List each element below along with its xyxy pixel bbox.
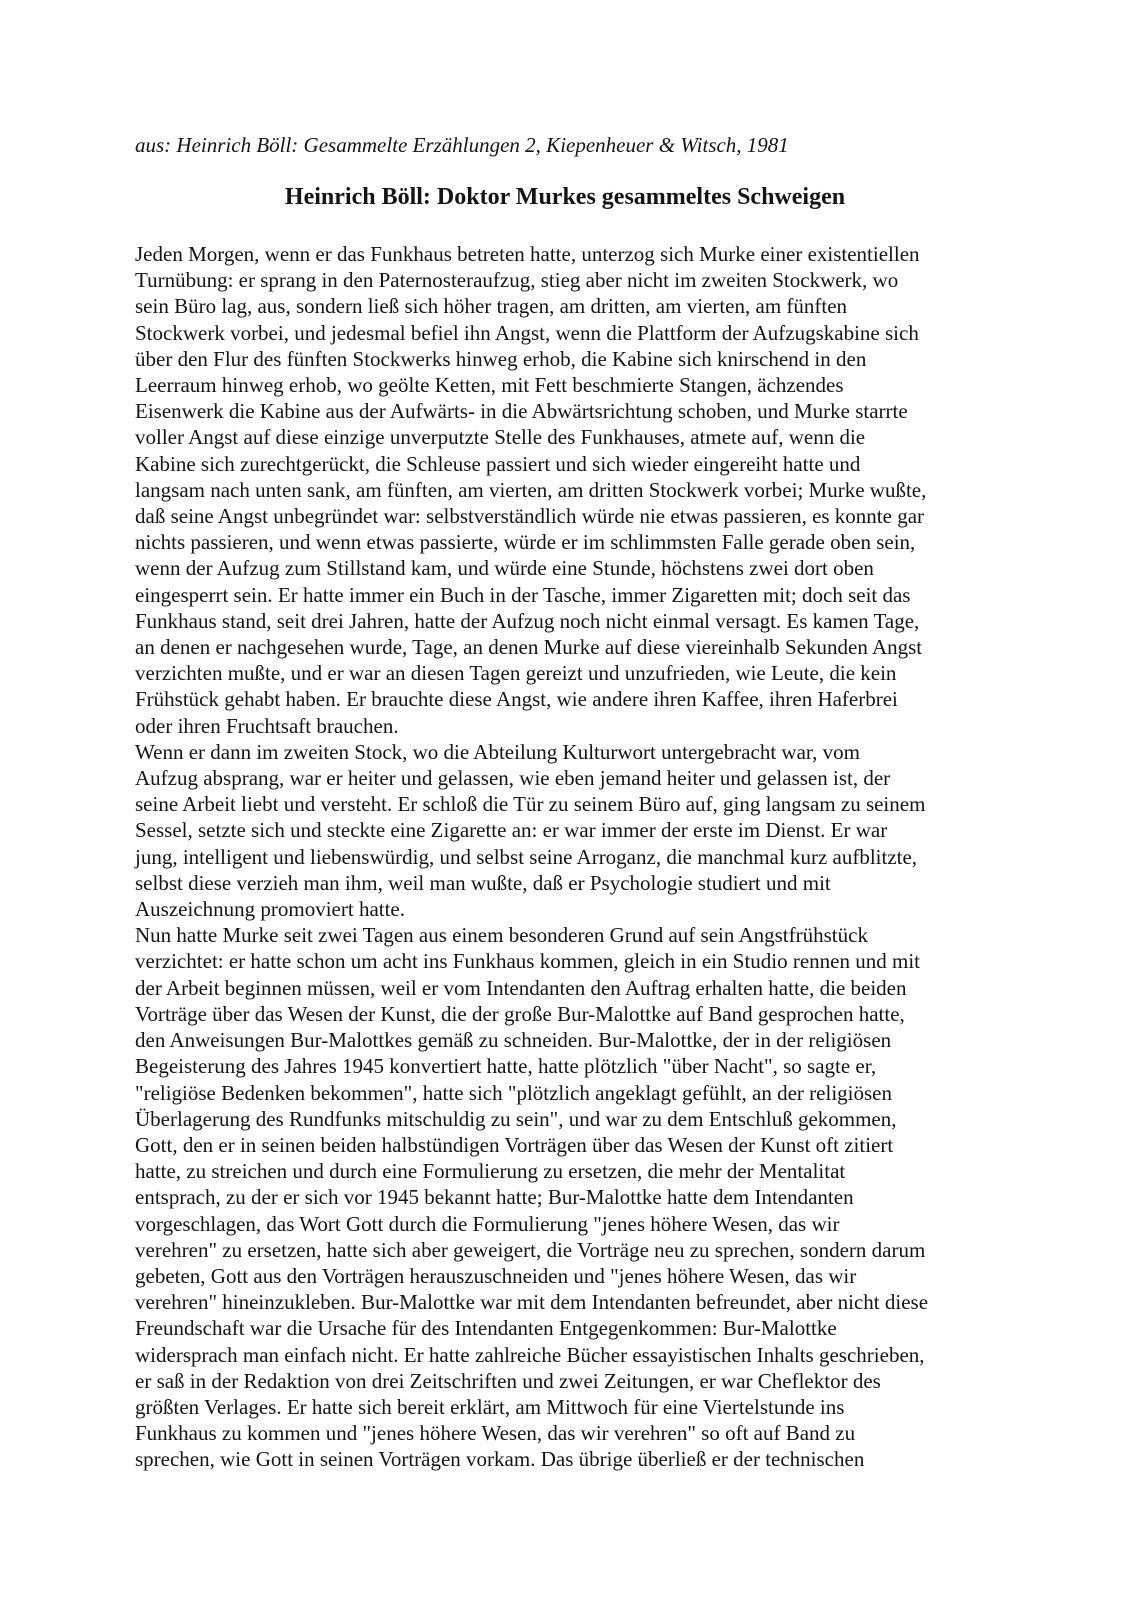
body-line: Auszeichnung promoviert hatte. — [135, 897, 406, 922]
body-line: gebeten, Gott aus den Vorträgen herauszuschneiden und "jenes höhere Wesen, das wir — [135, 1263, 857, 1288]
body-line: daß seine Angst unbegründet war: selbstverständlich würde nie etwas passieren, es konnte gar — [135, 504, 925, 529]
body-line: langsam nach unten sank, am fünften, am vierten, am dritten Stockwerk vorbei; Murke wußte, — [135, 477, 927, 502]
body-line: der Arbeit beginnen müssen, weil er vom Intendanten den Auftrag erhalten hatte, die beiden — [135, 975, 907, 1000]
body-line: Eisenwerk die Kabine aus der Aufwärts- in die Abwärtsrichtung schoben, und Murke starrte — [135, 399, 908, 424]
body-line: verzichten mußte, und er war an diesen Tagen gereizt und unzufrieden, wie Leute, die kein — [135, 661, 897, 686]
body-line: vorgeschlagen, das Wort Gott durch die Formulierung "jenes höhere Wesen, das wir — [135, 1211, 840, 1236]
body-line: Aufzug absprang, war er heiter und gelassen, wie eben jemand heiter und gelassen ist, der — [135, 766, 891, 791]
body-line: entsprach, zu der er sich vor 1945 bekannt hatte; Bur-Malottke hatte dem Intendanten — [135, 1185, 854, 1210]
body-line: Frühstück gehabt haben. Er brauchte diese Angst, wie andere ihren Kaffee, ihren Haferbrei — [135, 687, 898, 712]
body-line: sein Büro lag, aus, sondern ließ sich höher tragen, am dritten, am vierten, am fünften — [135, 294, 848, 319]
body-line: verzichtet: er hatte schon um acht ins Funkhaus kommen, gleich in ein Studio rennen und mit — [135, 949, 920, 974]
body-line: jung, intelligent und liebenswürdig, und selbst seine Arroganz, die manchmal kurz aufblitzte, — [135, 844, 918, 869]
document-title: Heinrich Böll: Doktor Murkes gesammeltes Schweigen — [284, 184, 846, 210]
body-line: er saß in der Redaktion von drei Zeitschriften und zwei Zeitungen, er war Cheflektor des — [135, 1368, 881, 1393]
body-line: Funkhaus zu kommen und "jenes höhere Wesen, das wir verehren" so oft auf Band zu — [135, 1421, 856, 1446]
body-line: Turnübung: er sprang in den Paternosteraufzug, stieg aber nicht im zweiten Stockwerk, wo — [135, 268, 899, 293]
body-line: verehren" hineinzukleben. Bur-Malottke war mit dem Intendanten befreundet, aber nicht diese — [135, 1290, 929, 1315]
body-line: Begeisterung des Jahres 1945 konvertiert hatte, hatte plötzlich "über Nacht", so sagte er, — [135, 1054, 877, 1079]
body-line: Stockwerk vorbei, und jedesmal befiel ihn Angst, wenn die Plattform der Aufzugskabine sich — [135, 320, 919, 345]
body-line: Freundschaft war die Ursache für des Intendanten Entgegenkommen: Bur-Malottke — [135, 1316, 837, 1341]
body-line: Überlagerung des Rundfunks mitschuldig zu sein", und war zu dem Entschluß gekommen, — [135, 1106, 897, 1131]
body-line: Sessel, setzte sich und steckte eine Zigarette an: er war immer der erste im Dienst. Er war — [135, 818, 888, 843]
source-attribution: aus: Heinrich Böll: Gesammelte Erzählungen 2, Kiepenheuer & Witsch, 1981 — [135, 133, 789, 157]
body-line: Funkhaus stand, seit drei Jahren, hatte der Aufzug noch nicht einmal versagt. Es kamen Tage, — [135, 608, 920, 633]
body-line: Nun hatte Murke seit zwei Tagen aus einem besonderen Grund auf sein Angstfrühstück — [135, 923, 868, 948]
body-line: voller Angst auf diese einzige unverputzte Stelle des Funkhauses, atmete auf, wenn die — [135, 425, 866, 450]
body-line: "religiöse Bedenken bekommen", hatte sich "plötzlich angeklagt gefühlt, an der religiösen — [135, 1080, 892, 1105]
body-line: seine Arbeit liebt und versteht. Er schloß die Tür zu seinem Büro auf, ging langsam zu seinem — [135, 792, 926, 817]
body-line: den Anweisungen Bur-Malottkes gemäß zu schneiden. Bur-Malottke, der in der religiösen — [135, 1028, 892, 1053]
body-line: nichts passieren, und wenn etwas passierte, würde er im schlimmsten Falle gerade oben sein, — [135, 530, 916, 555]
body-line: über den Flur des fünften Stockwerks hinweg erhob, die Kabine sich knirschend in den — [135, 346, 867, 371]
body-line: größten Verlages. Er hatte sich bereit erklärt, am Mittwoch für eine Viertelstunde ins — [135, 1394, 845, 1419]
body-line: an denen er nachgesehen wurde, Tage, an denen Murke auf diese viereinhalb Sekunden Angst — [135, 635, 923, 660]
body-line: Vorträge über das Wesen der Kunst, die der große Bur-Malottke auf Band gesprochen hatte, — [135, 1001, 905, 1026]
body-line: sprechen, wie Gott in seinen Vorträgen vorkam. Das übrige überließ er der technischen — [135, 1447, 865, 1472]
body-line: oder ihren Fruchtsaft brauchen. — [135, 713, 399, 738]
body-line: wenn der Aufzug zum Stillstand kam, und würde eine Stunde, höchstens zwei dort oben — [135, 556, 874, 581]
body-line: Gott, den er in seinen beiden halbstündigen Vorträgen über das Wesen der Kunst oft zitiert — [135, 1132, 894, 1157]
body-line: selbst diese verzieh man ihm, weil man wußte, daß er Psychologie studiert und mit — [135, 870, 831, 895]
document-body — [135, 241, 995, 1473]
body-line: Wenn er dann im zweiten Stock, wo die Abteilung Kulturwort untergebracht war, vom — [135, 739, 860, 764]
body-line: hatte, zu streichen und durch eine Formulierung zu ersetzen, die mehr der Mentalitat — [135, 1159, 846, 1184]
body-line: widersprach man einfach nicht. Er hatte zahlreiche Bücher essayistischen Inhalts geschrieben, — [135, 1342, 925, 1367]
body-line: Jeden Morgen, wenn er das Funkhaus betreten hatte, unterzog sich Murke einer existentiellen — [135, 242, 920, 266]
body-line: eingesperrt sein. Er hatte immer ein Buch in der Tasche, immer Zigaretten mit; doch seit das — [135, 582, 911, 607]
body-line: verehren" zu ersetzen, hatte sich aber geweigert, die Vorträge neu zu sprechen, sondern darum — [135, 1237, 926, 1262]
body-line: Leerraum hinweg erhob, wo geölte Ketten, mit Fett beschmierte Stangen, ächzendes — [135, 373, 844, 398]
body-line: Kabine sich zurechtgerückt, die Schleuse passiert und sich wieder eingereiht hatte und — [135, 451, 861, 476]
